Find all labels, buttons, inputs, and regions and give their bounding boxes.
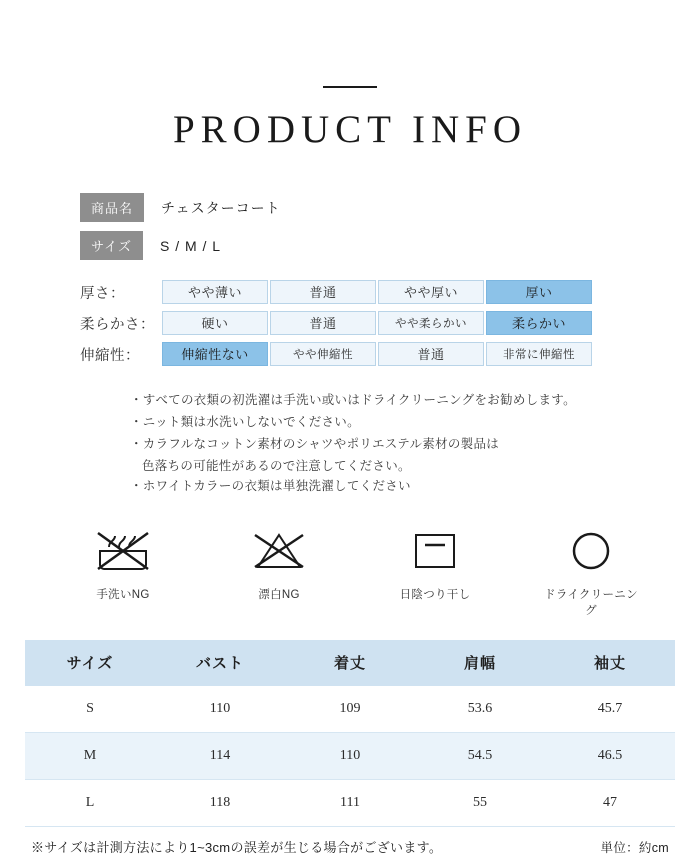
- scale-row-stretch: [80, 342, 700, 366]
- table-cell: M: [25, 732, 155, 779]
- care-item-hand-wash-ng: [71, 524, 175, 618]
- table-cell: 47: [545, 779, 675, 826]
- care-item-dry-clean: [539, 524, 643, 618]
- attribute-scales: [0, 280, 700, 366]
- spec-tag: サイズ: [80, 231, 143, 260]
- table-header-row: [25, 640, 675, 686]
- table-cell: 110: [285, 732, 415, 779]
- scale-cell-selected: 柔らかい: [486, 311, 592, 335]
- table-header-cell: 袖丈: [545, 640, 675, 686]
- table-cell: S: [25, 686, 155, 733]
- dry-clean-icon: [539, 524, 643, 578]
- spec-value-size: S / M / L: [159, 237, 222, 254]
- table-cell: 111: [285, 779, 415, 826]
- table-cell: 45.7: [545, 686, 675, 733]
- care-note: ・ニット類は水洗いしないでください。: [130, 414, 360, 429]
- title-rule: [323, 86, 377, 88]
- care-item-shade-dry: [383, 524, 487, 618]
- care-note: ・すべての衣類の初洗濯は手洗い或いはドライクリーニングをお勧めします。: [130, 393, 576, 407]
- scale-cell: 普通: [270, 311, 376, 335]
- scale-cells-thickness: [162, 280, 594, 304]
- table-cell: 54.5: [415, 732, 545, 779]
- scale-cells-stretch: [162, 342, 594, 366]
- table-cell: 109: [285, 686, 415, 733]
- care-note-continued: 色落ちの可能性があるので注意してください。: [142, 458, 411, 473]
- size-table: [25, 640, 675, 827]
- hand-wash-ng-icon: [71, 524, 175, 578]
- scale-cell: 非常に伸縮性: [486, 342, 592, 366]
- table-cell: 53.6: [415, 686, 545, 733]
- scale-cell: 硬い: [162, 311, 268, 335]
- measurement-disclaimer: ※サイズは計測方法により1~3cmの誤差が生じる場合がございます。: [31, 839, 443, 855]
- page-title: PRODUCT INFO: [172, 108, 528, 151]
- care-caption: 手洗いNG: [96, 588, 150, 601]
- scale-row-softness: [80, 311, 700, 335]
- size-table-head: [25, 640, 675, 686]
- scale-cell: 普通: [270, 280, 376, 304]
- care-caption: 日陰つり干し: [399, 588, 471, 601]
- scale-cell-selected: 伸縮性ない: [162, 342, 268, 366]
- spec-tag: 商品名: [80, 193, 144, 222]
- spec-list: [0, 193, 700, 260]
- scale-cell-selected: 厚い: [486, 280, 592, 304]
- scale-row-thickness: [80, 280, 700, 304]
- measurement-unit: 単位：約cm: [600, 840, 669, 855]
- table-row: [25, 686, 675, 733]
- table-cell: 110: [155, 686, 285, 733]
- scale-cell: 普通: [378, 342, 484, 366]
- spec-row-size: [80, 231, 700, 260]
- table-row: [25, 779, 675, 826]
- spec-row-product-name: [80, 193, 700, 222]
- scale-label-stretch: 伸縮性：: [80, 347, 140, 364]
- table-header-cell: 着丈: [285, 640, 415, 686]
- scale-label-thickness: 厚さ：: [80, 285, 125, 302]
- care-caption: 漂白NG: [258, 588, 300, 601]
- table-cell: 46.5: [545, 732, 675, 779]
- shade-dry-icon: [383, 524, 487, 578]
- scale-cell: やや薄い: [162, 280, 268, 304]
- scale-cell: やや伸縮性: [270, 342, 376, 366]
- care-note: ・カラフルなコットン素材のシャツやポリエステル素材の製品は: [130, 436, 500, 451]
- care-caption: ドライクリーニング: [544, 588, 638, 617]
- table-header-cell: サイズ: [25, 640, 155, 686]
- table-cell: 118: [155, 779, 285, 826]
- scale-cell: やや厚い: [378, 280, 484, 304]
- no-bleach-icon: [227, 524, 331, 578]
- size-table-body: [25, 686, 675, 827]
- care-notes: [0, 390, 700, 498]
- spec-value-product-name: チェスターコート: [161, 199, 281, 216]
- table-header-cell: 肩幅: [415, 640, 545, 686]
- care-item-no-bleach: [227, 524, 331, 618]
- header: [0, 0, 700, 149]
- care-icon-row: [0, 524, 700, 618]
- care-note: ・ホワイトカラーの衣類は単独洗濯してください: [130, 478, 411, 493]
- scale-cells-softness: [162, 311, 594, 335]
- table-footer: [25, 837, 675, 856]
- table-header-cell: バスト: [155, 640, 285, 686]
- table-cell: 114: [155, 732, 285, 779]
- table-cell: L: [25, 779, 155, 826]
- scale-label-softness: 柔らかさ：: [80, 316, 155, 333]
- scale-cell: やや柔らかい: [378, 311, 484, 335]
- table-row: [25, 732, 675, 779]
- table-cell: 55: [415, 779, 545, 826]
